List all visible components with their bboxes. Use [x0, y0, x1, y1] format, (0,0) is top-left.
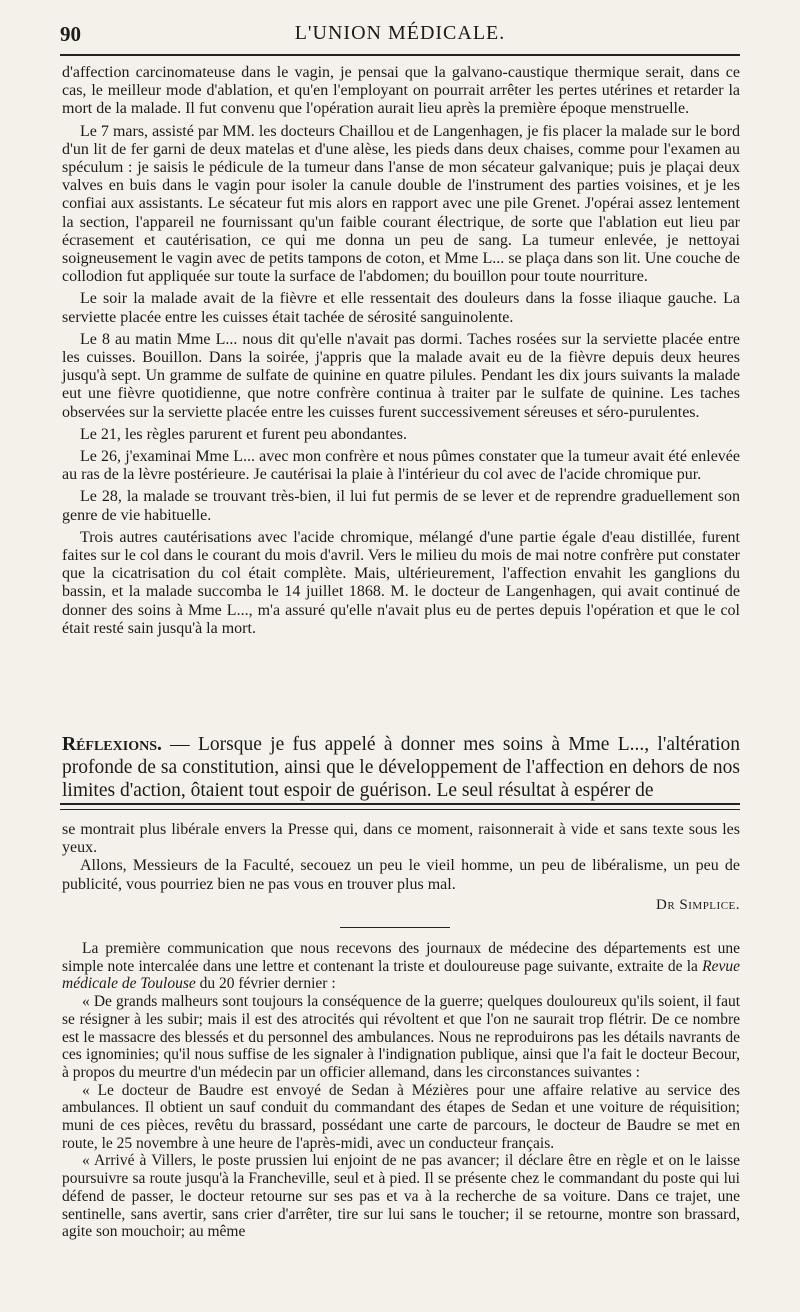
journal-title: L'UNION MÉDICALE.: [294, 22, 506, 44]
page-number: 90: [60, 22, 81, 46]
feuilleton-paragraph: se montrait plus libérale envers la Presse qui, dans ce moment, raisonnerait à vide et sans texte sous les yeux.: [62, 821, 740, 857]
reflexions-paragraph: [62, 733, 740, 802]
article-paragraph: d'affection carcinomateuse dans le vagin, je pensai que la galvano-caustique thermique serait, dans ce cas, le meilleur mode d'ablation, et qu'en l'employant on pourrait arrêter les pertes utérines et retarder la mort de la malade. Il fut convenu que l'opération aurait lieu après la première époque menstruelle.: [62, 64, 740, 118]
page-header: [60, 22, 740, 48]
chronique-body: [62, 940, 740, 1241]
header-rule: [60, 54, 740, 56]
chronique-paragraph: « De grands malheurs sont toujours la conséquence de la guerre; quelques douloureux qu'ils soient, il faut se résigner à les subir; mais il est des atrocités qui révoltent et que l'on ne saurait trop flétrir. De ce nombre est le massacre des blessés et du personnel des ambulances. Nous ne reproduirons pas les détails navrants de ces ignominies; qu'il nous suffise de les signaler à l'indignation publique, ainsi que l'a fait le docteur Becour, à propos du meurtre d'un médecin par un officier allemand, dans les circonstances suivantes :: [62, 993, 740, 1081]
chronique-paragraph: « Le docteur de Baudre est envoyé de Sedan à Mézières pour une affaire relative au service des ambulances. Il obtient un sauf conduit du commandant des étapes de Sedan et une voiture de réquisition; muni de ces pièces, revêtu du brassard, possédant une carte de parcours, le docteur de Baudre se met en route, le 25 novembre à une heure de l'après-midi, avec un conducteur français.: [62, 1081, 740, 1152]
feuilleton-rule-thin: [60, 809, 740, 810]
reflexions-text: — Lorsque je fus appelé à donner mes soins à Mme L..., l'altération profonde de sa constitution, ainsi que le développement de l'affection en dehors de nos limites d'action, ôtaient tout espoir de guérison. Le seul résultat à espérer de: [62, 734, 740, 801]
article-paragraph: Trois autres cautérisations avec l'acide chromique, mélangé d'une partie égale d'eau distillée, furent faites sur le col dans le courant du mois d'avril. Vers le milieu du mois de mai notre confrère put constater que la cicatrisation du col était complète. Mais, ultérieurement, l'affection envahit les ganglions du bassin, et la malade succomba le 14 juillet 1868. M. le docteur de Langenhagen, qui avait continué de donner des soins à Mme L..., m'a assuré qu'elle n'avait plus eu de pertes depuis l'opération et que le col était resté sain jusqu'à la mort.: [62, 528, 740, 637]
feuilleton-paragraph: Allons, Messieurs de la Faculté, secouez un peu le vieil homme, un peu de libéralisme, un peu de publicité, vous pourriez bien ne pas vous en trouver plus mal.: [62, 857, 740, 893]
article-paragraph: Le soir la malade avait de la fièvre et elle ressentait des douleurs dans la fosse iliaque gauche. La serviette placée entre les cuisses était tachée de sérosité sanguinolente.: [62, 290, 740, 326]
intro-text-end: du 20 février dernier :: [195, 975, 336, 993]
feuilleton-body: [62, 821, 740, 894]
intro-text: La première communication que nous recevons des journaux de médecine des départements est une simple note intercalée dans une lettre et contenant la triste et douloureuse page suivante, extraite de la: [62, 940, 740, 975]
source-title: Revue médicale de Toulouse: [62, 957, 740, 993]
article-paragraph: Le 7 mars, assisté par MM. les docteurs Chaillou et de Langenhagen, je fis placer la malade sur le bord d'un lit de fer garni de deux matelas et d'une alèse, les pieds dans deux chaises, comme pour l'examen au spéculum : je saisis le pédicule de la tumeur dans l'anse de mon sécateur galvanique; puis je plaçai deux valves en buis dans le vagin pour isoler la canule double de l'instrument des parties voisines, et je les confiai aux assistants. Le sécateur fut mis alors en rapport avec une pile Grenet. J'opérai assez lentement la section, l'appareil ne fournissant qu'un faible courant électrique, de sorte que l'ablation eut lieu par écrasement et cautérisation, ce qui me donna un peu de sang. La tumeur enlevée, je nettoyai soigneusement le vagin avec de petits tampons de coton, et Mme L... se plaça dans son lit. Une couche de collodion fut appliquée sur toute la surface de l'abdomen; du bouillon pour toute nourriture.: [62, 122, 740, 286]
article-paragraph: Le 26, j'examinai Mme L... avec mon confrère et nous pûmes constater que la tumeur avait été enlevée au ras de la lèvre postérieure. Je cautérisai la plaie à l'intérieur du col avec de l'acide chromique pur.: [62, 448, 740, 484]
article-paragraph: Le 28, la malade se trouvant très-bien, il lui fut permis de se lever et de reprendre graduellement son genre de vie habituelle.: [62, 488, 740, 524]
chronique-intro: [62, 940, 740, 993]
section-divider: [340, 927, 450, 928]
reflexions-label: Réflexions.: [62, 734, 162, 755]
feuilleton-rule: [60, 803, 740, 805]
author-signature: Dr Simplice.: [655, 897, 740, 913]
article-body: [62, 64, 740, 642]
article-paragraph: Le 8 au matin Mme L... nous dit qu'elle n'avait pas dormi. Taches rosées sur la serviette placée entre les cuisses. Bouillon. Dans la soirée, j'appris que la malade avait eu de la fièvre depuis deux heures jusqu'à sept. Un gramme de sulfate de quinine en quatre pilules. Pendant les dix jours suivants la malade eut une fièvre quotidienne, que notre confrère continua à traiter par le sulfate de quinine. Les taches observées sur la serviette placée entre les cuisses furent successivement séreuses et séro-purulentes.: [62, 330, 740, 421]
article-paragraph: Le 21, les règles parurent et furent peu abondantes.: [80, 425, 407, 443]
chronique-paragraph: « Arrivé à Villers, le poste prussien lui enjoint de ne pas avancer; il déclare être en règle et on le laisse poursuivre sa route jusqu'à la Francheville, seul et à pied. Il se présente chez le commandant du poste qui lui défend de passer, le docteur retourne sur ses pas et va à la recherche de sa voiture. Dans ce trajet, une sentinelle, sans avertir, sans crier d'arrêter, tire sur lui sans le toucher; il se retourne, montre son brassard, agite son mouchoir; au même: [62, 1152, 740, 1241]
